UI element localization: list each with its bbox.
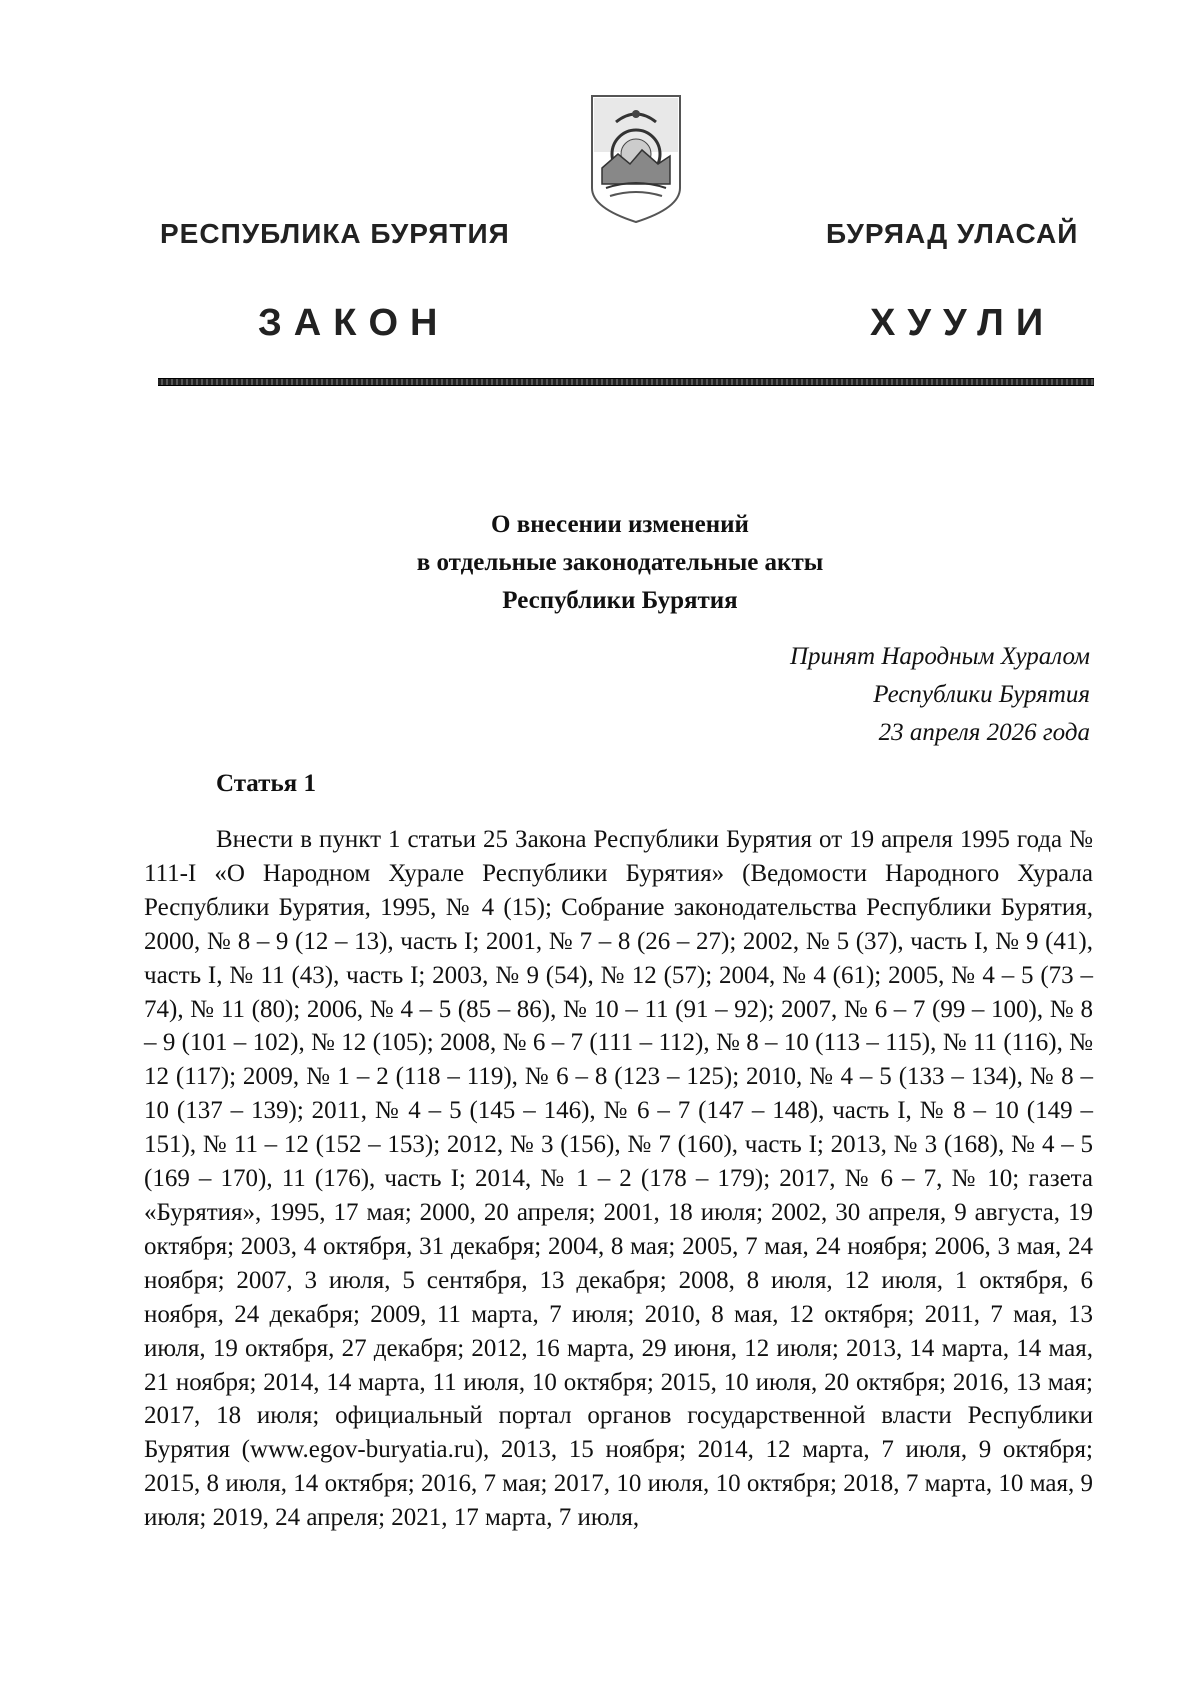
republic-name-buryat: БУРЯАД УЛАСАЙ (826, 218, 1079, 249)
adoption-line: Республики Бурятия (873, 681, 1090, 708)
adoption-note (640, 638, 1090, 752)
adoption-date: 23 апреля 2026 года (878, 719, 1090, 746)
article-body: Внести в пункт 1 статьи 25 Закона Республики Бурятия от 19 апреля 1995 года № 111-I «О Народном Хурале Республики Бурятия» (Ведомости Народного Хурала Республики Бурятия, 1995, № 4 (15); Собрание законодательства Республики Бурятия, 2000, № 8 – 9 (12 – 13), часть I; 2001, № 7 – 8 (26 – 27); 2002, № 5 (37), часть I, № 9 (41), часть I, № 11 (43), часть I; 2003, № 9 (54), № 12 (57); 2004, № 4 (61); 2005, № 4 – 5 (73 – 74), № 11 (80); 2006, № 4 – 5 (85 – 86), № 10 – 11 (91 – 92); 2007, № 6 – 7 (99 – 100), № 8 – 9 (101 – 102), № 12 (105); 2008, № 6 – 7 (111 – 112), № 8 – 10 (113 – 115), № 11 (116), № 12 (117); 2009, № 1 – 2 (118 – 119), № 6 – 8 (123 – 125); 2010, № 4 – 5 (133 – 134), № 8 – 10 (137 – 139); 2011, № 4 – 5 (145 – 146), № 6 – 7 (147 – 148), часть I, № 8 – 10 (149 – 151), № 11 – 12 (152 – 153); 2012, № 3 (156), № 7 (160), часть I; 2013, № 3 (168), № 4 – 5 (169 – 170), 11 (176), часть I; 2014, № 1 – 2 (178 – 179); 2017, № 6 – 7, № 10; газета «Бурятия», 1995, 17 мая; 2000, 20 апреля; 2001, 18 июля; 2002, 30 апреля, 9 августа, 19 октября; 2003, 4 октября, 31 декабря; 2004, 8 мая; 2005, 7 мая, 24 ноября; 2006, 3 мая, 24 ноября; 2007, 3 июля, 5 сентября, 13 декабря; 2008, 8 июля, 12 июля, 1 октября, 6 ноября, 24 декабря; 2009, 11 марта, 7 июля; 2010, 8 мая, 12 октября; 2011, 7 мая, 13 июля, 19 октября, 27 декабря; 2012, 16 марта, 29 июня, 12 июля; 2013, 14 марта, 14 мая, 21 ноября; 2014, 14 марта, 11 июля, 10 октября; 2015, 10 июля, 20 октября; 2016, 13 мая; 2017, 18 июля; официальный портал органов государственной власти Республики Бурятия (www.egov-buryatia.ru), 2013, 15 ноября; 2014, 12 марта, 7 июля, 9 октября; 2015, 8 июля, 14 октября; 2016, 7 мая; 2017, 10 июля, 10 октября; 2018, 7 марта, 10 мая, 9 июля; 2019, 24 апреля; 2021, 17 марта, 7 июля, (144, 826, 1093, 1532)
republic-name-russian: РЕСПУБЛИКА БУРЯТИЯ (160, 218, 510, 249)
law-title-line: в отдельные законодательные акты (416, 549, 824, 576)
buryatia-coat-of-arms-icon (588, 92, 684, 226)
header-divider (158, 378, 1094, 386)
adoption-line: Принят Народным Хуралом (789, 643, 1090, 670)
law-label-buryat: ХУУЛИ (870, 302, 1056, 344)
article-heading: Статья 1 (216, 770, 316, 797)
law-title (300, 506, 940, 620)
law-title-line: О внесении изменений (491, 511, 749, 538)
law-title-line: Республики Бурятия (502, 587, 738, 614)
law-label-russian: ЗАКОН (258, 302, 450, 344)
